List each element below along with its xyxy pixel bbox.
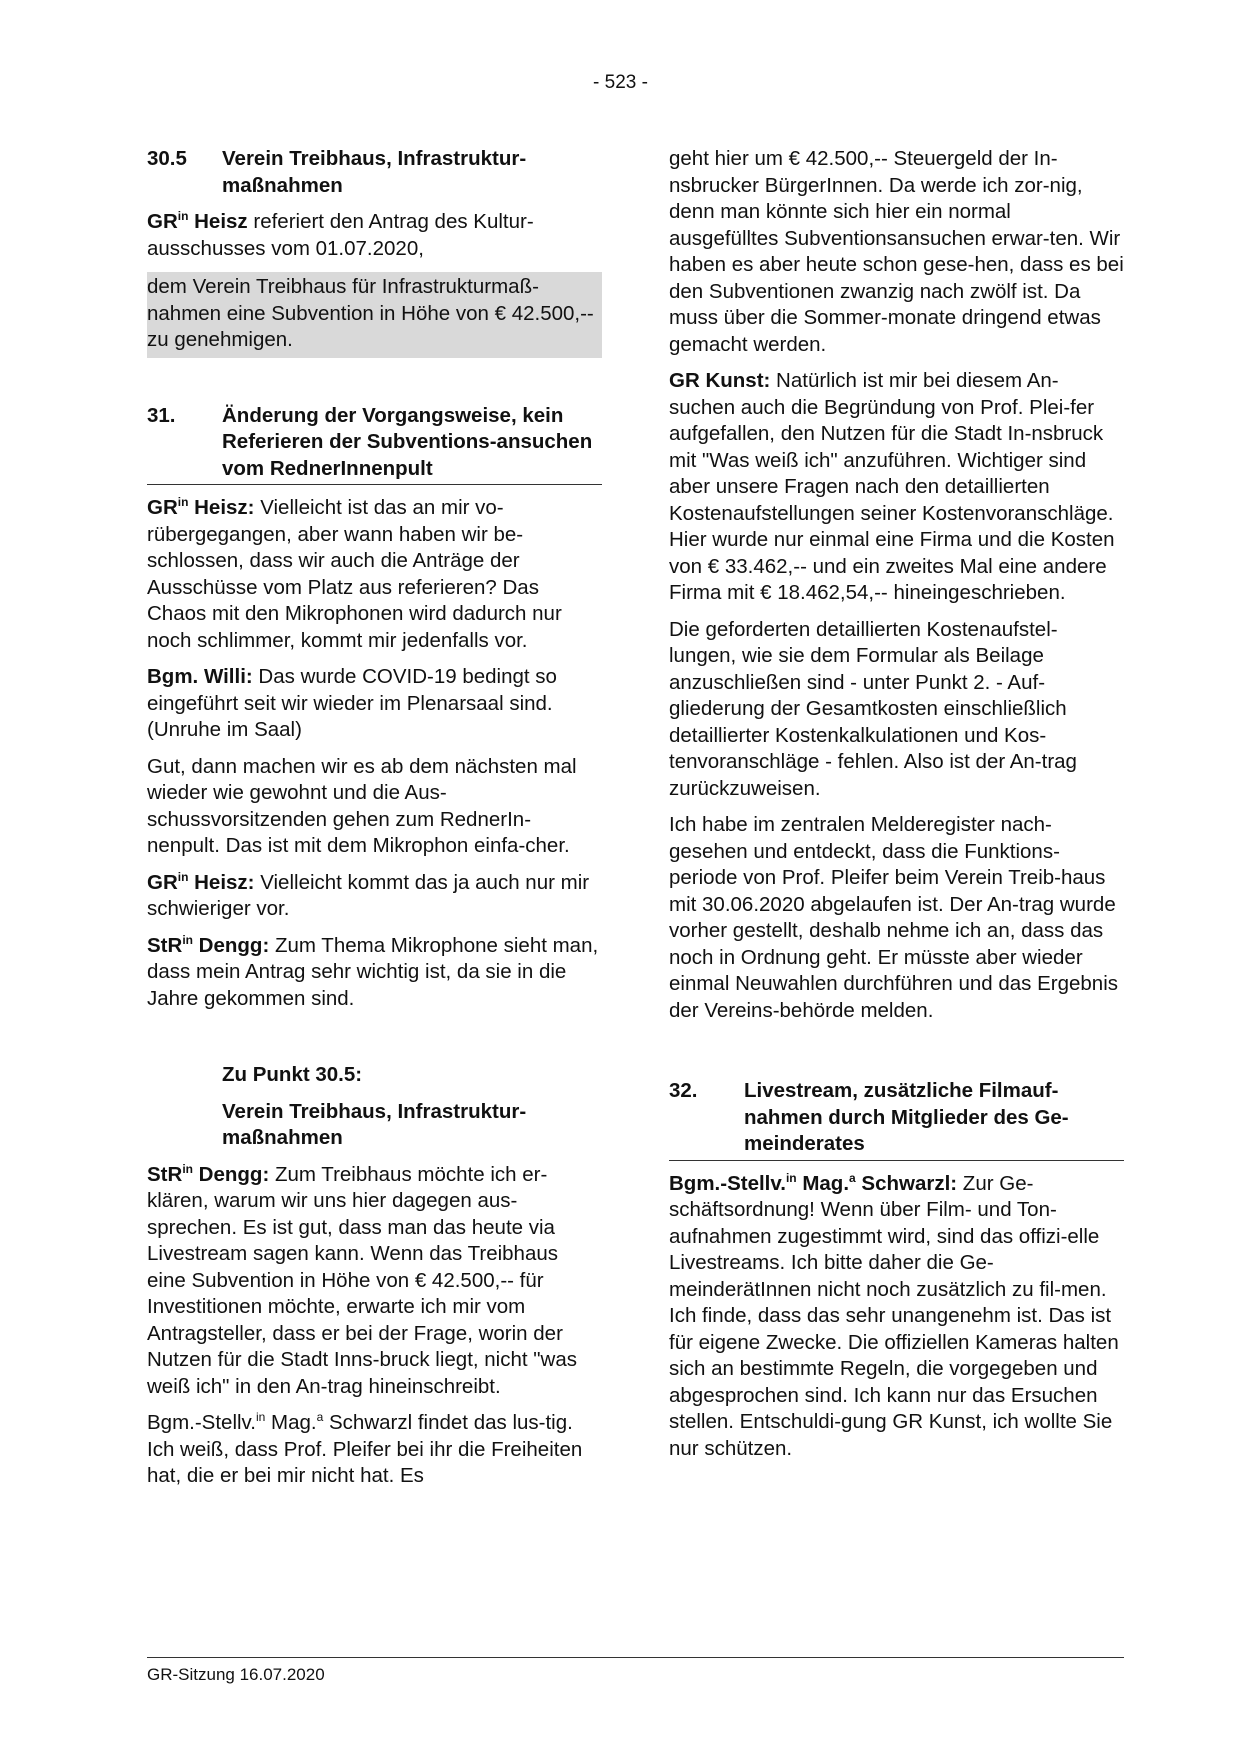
paragraph: $GR^{in}$ Heisz: Vielleicht ist das an mir vo-rübergegangen, aber wann haben wir be-schlossen, dass wir auch die Anträge der Ausschüsse vom Platz aus referieren? Das Chaos mit den Mikrophonen wird dadurch nur noch schlimmer, kommt mir jedenfalls vor. bbox=[147, 495, 562, 652]
speaker: StR$^{in}$ Dengg: bbox=[147, 932, 270, 957]
speaker: GR Kunst: bbox=[669, 369, 771, 392]
paragraph: Die geforderten detaillierten Kostenaufstel-lungen, wie sie dem Formular als Beilage anzuschließen sind - unter Punkt 2. - Auf-gliederung der Gesamtkosten einschließlich detaillierter Kostenkalkulationen und Kos-tenvoranschläge - fehlen. Also ist der An-trag zurückzuweisen. bbox=[669, 617, 1077, 800]
speaker: Bgm.-Stellv.$^{in}$ Mag.$^a$ Schwarzl: bbox=[669, 1170, 958, 1195]
section-number: 30.5 bbox=[147, 147, 187, 170]
section-30-5-heading bbox=[147, 146, 602, 199]
paragraph: Bgm.-Stellv.$^{in}$ Mag.$^a$ Schwarzl findet das lus-tig. Ich weiß, dass Prof. Pleifer bei ihr die Freiheiten hat, die er bei mir nicht hat. Es bbox=[147, 1410, 583, 1487]
paragraph: GR Kunst: Natürlich ist mir bei diesem An-suchen auch die Begründung von Prof. Plei-fer aufgefallen, den Nutzen für die Stadt In-nsbruck mit "Was weiß ich" anzuführen. Wichtiger sind aber unsere Fragen nach den detaillierten Kostenaufstellungen seiner Kostenvoranschläge. Hier wurde nur einmal eine Firma und die Kosten von € 33.462,-- und ein zweites Mal eine andere Firma mit € 18.462,54,-- hineingeschrieben. bbox=[669, 369, 1115, 604]
section-32-heading bbox=[669, 1078, 1124, 1161]
left-column bbox=[147, 146, 602, 1500]
zu-punkt-title: Verein Treibhaus, Infrastruktur-maßnahmen bbox=[222, 1099, 527, 1149]
paragraph: Ich habe im zentralen Melderegister nach-gesehen und entdeckt, dass die Funktions-periode von Prof. Pleifer beim Verein Treib-haus mit 30.06.2020 abgelaufen ist. Der An-trag wurde vorher gestellt, deshalb nehme ich an, dass das noch in Ordnung geht. Er müsste aber wieder einmal Neuwahlen durchführen und das Ergebnis der Vereins-behörde melden. bbox=[669, 813, 1119, 1022]
speaker: $GR^{in}$ Heisz: bbox=[147, 869, 255, 894]
section-title: Livestream, zusätzliche Filmauf-nahmen durch Mitglieder des Ge-meinderates bbox=[744, 1079, 1069, 1155]
zu-punkt-heading: Zu Punkt 30.5: bbox=[222, 1063, 363, 1086]
section-31-heading bbox=[147, 403, 602, 486]
speaker: $GR^{in}$ Heisz: bbox=[147, 495, 255, 519]
speaker: Bgm. Willi: bbox=[147, 665, 253, 688]
section-title: Verein Treibhaus, Infrastruktur-maßnahmen bbox=[222, 147, 527, 197]
section-number: 32. bbox=[669, 1079, 698, 1102]
right-column bbox=[669, 146, 1124, 1472]
footer-text: GR-Sitzung 16.07.2020 bbox=[147, 1665, 325, 1684]
paragraph: StR$^{in}$ Dengg: Zum Thema Mikrophone sieht man, dass mein Antrag sehr wichtig ist, da sie in die Jahre gekommen sind. bbox=[147, 932, 599, 1010]
section-number: 31. bbox=[147, 403, 176, 427]
paragraph: Bgm.-Stellv.$^{in}$ Mag.$^a$ Schwarzl: Zur Ge-schäftsordnung! Wenn über Film- und Ton-aufnahmen zugestimmt wird, sind das offizi-elle Livestreams. Ich bitte daher die Ge-meinderätInnen nicht noch zusätzlich zu fil-men. Ich finde, dass das sehr unangenehm ist. Das ist für eigene Zwecke. Die offiziellen Kameras halten sich an bestimmte Regeln, die vorgegeben und abgesprochen sind. Ich kann nur das Ersuchen stellen. Entschuldi-gung GR Kunst, ich wollte Sie nur schützen. bbox=[669, 1170, 1119, 1460]
paragraph: geht hier um € 42.500,-- Steuergeld der In-nsbrucker BürgerInnen. Da werde ich zor-nig, denn man könnte sich hier ein normal ausgefülltes Subventionsansuchen erwar-ten. Wir haben es aber heute schon gese-hen, dass es bei den Subventionen zwanzig nach zwölf ist. Da muss über die Sommer-monate dringend etwas gemacht werden. bbox=[669, 147, 1124, 356]
page-number: - 523 - bbox=[593, 72, 648, 93]
speaker: StR$^{in}$ Dengg: bbox=[147, 1161, 270, 1186]
paragraph: $GR^{in}$ Heisz: Vielleicht kommt das ja auch nur mir schwieriger vor. bbox=[147, 869, 590, 920]
motion-highlight: dem Verein Treibhaus für Infrastrukturmaß-nahmen eine Subvention in Höhe von € 42.500,-- zu genehmigen. bbox=[147, 272, 602, 358]
paragraph: StR$^{in}$ Dengg: Zum Treibhaus möchte ich er-klären, warum wir uns hier dagegen aus-sprechen. Es ist gut, dass man das heute via Livestream sagen kann. Wenn das Treibhaus eine Subvention in Höhe von € 42.500,-- für Investitionen möchte, erwarte ich mir vom Antragsteller, dass er bei der Frage, worin der Nutzen für die Stadt Inns-bruck liegt, nicht "was weiß ich" in den An-trag hineinschreibt. bbox=[147, 1161, 578, 1398]
section-title: Änderung der Vorgangsweise, kein Referieren der Subventions-ansuchen vom RednerInnenpult bbox=[222, 403, 593, 480]
paragraph: Gut, dann machen wir es ab dem nächsten mal wieder wie gewohnt und die Aus-schussvorsitzenden gehen zum RednerIn-nenpult. Das ist mit dem Mikrophon einfa-cher. bbox=[147, 754, 577, 857]
paragraph: Bgm. Willi: Das wurde COVID-19 bedingt so eingeführt seit wir wieder im Plenarsaal sind. (Unruhe im Saal) bbox=[147, 665, 557, 741]
speaker: $GR^{in}$ Heisz bbox=[147, 209, 248, 233]
footer-divider bbox=[147, 1657, 1124, 1658]
paragraph-referral: $GR^{in}$ Heisz referiert den Antrag des Kultur-ausschusses vom 01.07.2020, bbox=[147, 209, 534, 260]
